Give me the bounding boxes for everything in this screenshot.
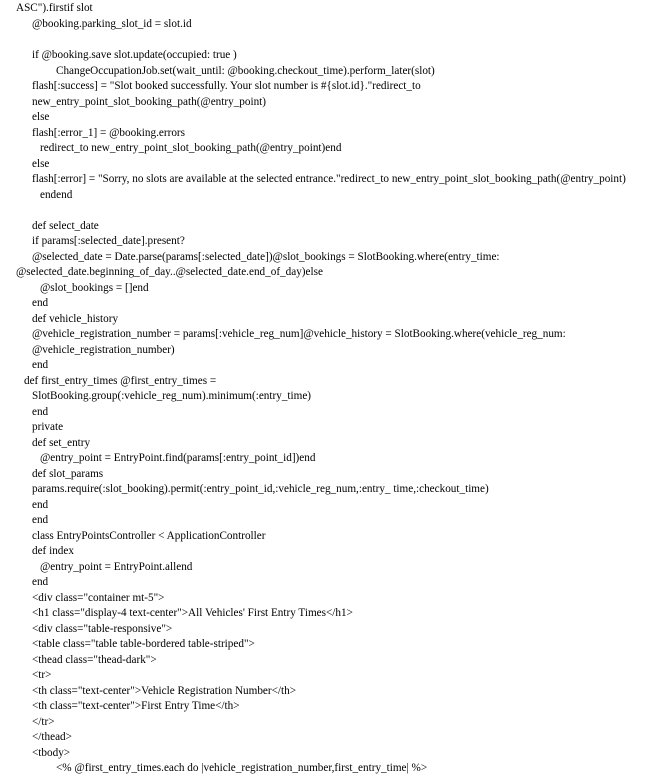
code-line: <th class="text-center">Vehicle Registration Number</th> xyxy=(32,685,297,697)
code-line: @booking.parking_slot_id = slot.id xyxy=(32,18,192,30)
code-line: @selected_date.beginning_of_day..@selected_date.end_of_day)else xyxy=(16,266,323,278)
code-line: def first_entry_times @first_entry_times = xyxy=(24,375,217,387)
code-line: <tbody> xyxy=(32,747,71,759)
code-line: @vehicle_registration_number = params[:vehicle_reg_num]@vehicle_history = SlotBooking.where(vehicle_reg_num: xyxy=(32,328,566,340)
code-line: @vehicle_registration_number) xyxy=(32,344,175,356)
code-line: @entry_point = EntryPoint.allend xyxy=(40,561,193,573)
code-line: class EntryPointsController < ApplicationController xyxy=(32,530,266,542)
code-line: end xyxy=(32,406,49,418)
code-line: @selected_date = Date.parse(params[:selected_date])@slot_bookings = SlotBooking.where(entry_time: xyxy=(32,251,500,263)
code-line: def index xyxy=(32,545,74,557)
code-line: endend xyxy=(40,189,73,201)
code-line: else xyxy=(32,111,50,123)
code-line: else xyxy=(32,158,50,170)
code-line: flash[:error_1] = @booking.errors xyxy=(32,127,185,139)
code-line: flash[:error] = "Sorry, no slots are available at the selected entrance."redirect_to new_entry_point_slot_booking_path(@entry_point) xyxy=(32,173,626,185)
code-line: <h1 class="display-4 text-center">All Vehicles' First Entry Times</h1> xyxy=(32,607,353,619)
code-line: redirect_to new_entry_point_slot_booking_path(@entry_point)end xyxy=(40,142,342,154)
code-line: end xyxy=(32,297,49,309)
code-line: flash[:success] = "Slot booked successfully. Your slot number is #{slot.id}."redirect_to xyxy=(32,80,421,92)
code-line: def slot_params xyxy=(32,468,104,480)
code-line: <table class="table table-bordered table-striped"> xyxy=(32,638,255,650)
code-line: def select_date xyxy=(32,220,99,232)
code-line: ChangeOccupationJob.set(wait_until: @booking.checkout_time).perform_later(slot) xyxy=(56,65,435,77)
code-line: SlotBooking.group(:vehicle_reg_num).minimum(:entry_time) xyxy=(32,390,312,402)
code-line: <div class="container mt-5"> xyxy=(32,592,165,604)
code-line: params.require(:slot_booking).permit(:entry_point_id,:vehicle_reg_num,:entry_ time,:checkout_time) xyxy=(32,483,489,495)
code-line: <div class="table-responsive"> xyxy=(32,623,173,635)
code-line: ASC").firstif slot xyxy=(16,2,93,14)
code-line: end xyxy=(32,576,49,588)
code-line: @slot_bookings = []end xyxy=(40,282,149,294)
code-line: <th class="text-center">First Entry Time</th> xyxy=(32,700,240,712)
code-line: <% @first_entry_times.each do |vehicle_registration_number,first_entry_time| %> xyxy=(56,762,428,774)
code-line: def vehicle_history xyxy=(32,313,119,325)
code-line: </thead> xyxy=(32,731,72,743)
code-line: <thead class="thead-dark"> xyxy=(32,654,157,666)
code-line: end xyxy=(32,359,49,371)
code-line: def set_entry xyxy=(32,437,91,449)
code-line: private xyxy=(32,421,64,433)
code-line: <tr> xyxy=(32,669,52,681)
code-line: if params[:selected_date].present? xyxy=(32,235,185,247)
code-line: @entry_point = EntryPoint.find(params[:entry_point_id])end xyxy=(40,452,316,464)
code-line: end xyxy=(32,514,49,526)
code-line: if @booking.save slot.update(occupied: true ) xyxy=(32,49,237,61)
code-line: end xyxy=(32,499,49,511)
code-line: new_entry_point_slot_booking_path(@entry_point) xyxy=(32,96,267,108)
code-line: </tr> xyxy=(32,716,55,728)
